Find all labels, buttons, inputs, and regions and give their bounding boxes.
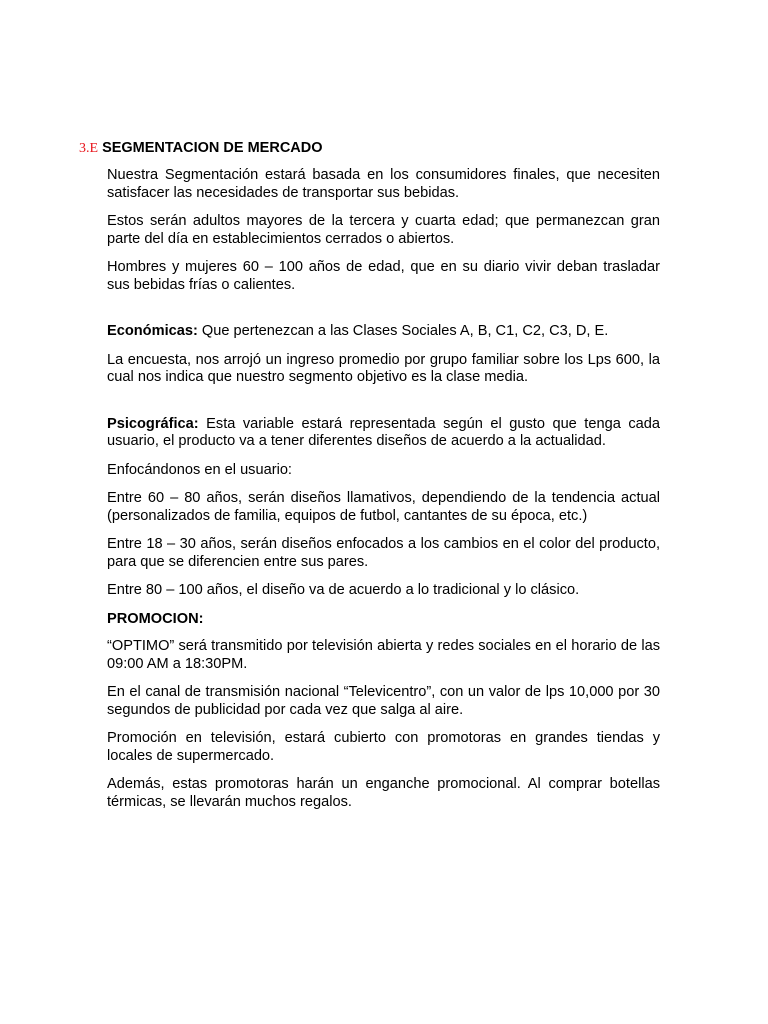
paragraph-age-18-30: Entre 18 – 30 años, serán diseños enfocados a los cambios en el color del producto, para que se diferencien entre sus pares. (107, 536, 660, 570)
paragraph-economicas (107, 323, 660, 341)
paragraph-focus-user: Enfocándonos en el usuario: (107, 461, 292, 478)
promocion-heading: PROMOCION: (107, 610, 204, 627)
paragraph-target-age: Estos serán adultos mayores de la tercera y cuarta edad; que permanezcan gran parte del día en establecimientos cerrados o abiertos. (107, 213, 660, 247)
section-title: SEGMENTACION DE MERCADO (102, 140, 323, 156)
paragraph-age-80-100: Entre 80 – 100 años, el diseño va de acuerdo a lo tradicional y lo clásico. (107, 582, 580, 598)
paragraph-age-60-80: Entre 60 – 80 años, serán diseños llamativos, dependiendo de la tendencia actual (personalizados de familia, equipos de futbol, cantantes de su época, etc.) (107, 490, 660, 524)
section-heading (79, 139, 323, 158)
paragraph-survey: La encuesta, nos arrojó un ingreso promedio por grupo familiar sobre los Lps 600, la cual nos indica que nuestro segmento objetivo es la clase media. (107, 351, 660, 385)
economicas-text: Que pertenezcan a las Clases Sociales A, B, C1, C2, C3, D, E. (197, 323, 609, 339)
paragraph-optimo-tv: “OPTIMO” será transmitido por televisión abierta y redes sociales en el horario de las 09:00 AM a 18:30PM. (107, 638, 660, 672)
paragraph-televicentro: En el canal de transmisión nacional “Televicentro”, con un valor de lps 10,000 por 30 segundos de publicidad por cada vez que salga al aire. (107, 684, 660, 718)
economicas-label: Económicas: (107, 323, 198, 339)
paragraph-psicografica (107, 416, 660, 451)
paragraph-enganche: Además, estas promotoras harán un enganche promocional. Al comprar botellas térmicas, se llevarán muchos regalos. (107, 776, 660, 810)
document-body (107, 167, 660, 822)
section-number: 3.E (79, 141, 99, 156)
paragraph-men-women: Hombres y mujeres 60 – 100 años de edad, que en su diario vivir deban trasladar sus bebidas frías o calientes. (107, 259, 660, 293)
psicografica-text: Esta variable estará representada según el gusto que tenga cada usuario, el producto va a tener diferentes diseños de acuerdo a la actualidad. (107, 415, 660, 449)
psicografica-label: Psicográfica: (107, 415, 199, 432)
paragraph-promotoras: Promoción en televisión, estará cubierto con promotoras en grandes tiendas y locales de supermercado. (107, 730, 660, 764)
paragraph-segmentation-intro: Nuestra Segmentación estará basada en los consumidores finales, que necesiten satisfacer las necesidades de transportar sus bebidas. (107, 167, 660, 201)
